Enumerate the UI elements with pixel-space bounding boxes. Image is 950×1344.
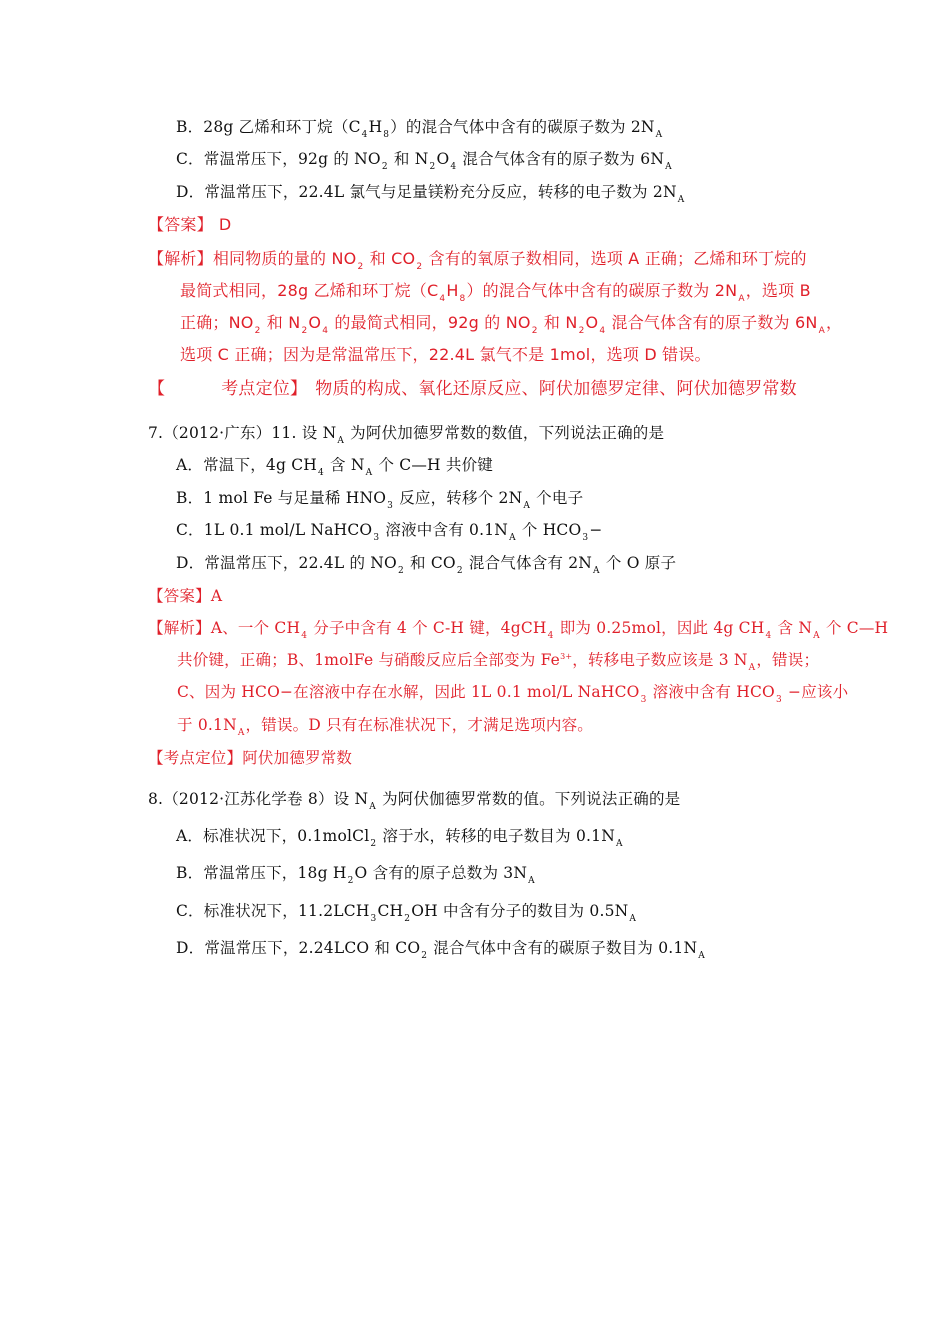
subscript: 4 [439, 294, 446, 304]
subscript: A [593, 566, 600, 576]
text: 即为 0.25mol，因此 4g CH [554, 619, 765, 637]
subscript: 2 [357, 262, 364, 272]
text: 正确；NO [180, 313, 254, 332]
text: 混合气体中含有的碳原子数目为 0.1N [428, 939, 698, 957]
text: − [589, 521, 603, 539]
text: D．常温常压下，22.4L 氯气与足量镁粉充分反应，转移的电子数为 2N [176, 183, 677, 201]
subscript: 2 [404, 914, 411, 924]
text: A．常温下，4g CH [176, 456, 317, 474]
text: 含 N [324, 456, 365, 474]
subscript: 2 [397, 566, 404, 576]
text: 混合气体含有的原子数为 6N [457, 150, 665, 168]
subscript: A [509, 533, 516, 543]
text: 含 N [772, 619, 813, 637]
text: 相同物质的量的 NO [212, 249, 357, 268]
text: 8.（2012·江苏化学卷 8）设 N [148, 790, 369, 808]
q7-answer [148, 585, 222, 607]
text: O [585, 313, 599, 332]
text: D．常温常压下，2.24LCO 和 CO [176, 939, 421, 957]
text: 和 N [538, 313, 578, 332]
text: H [446, 281, 459, 300]
subscript: 3 [373, 533, 380, 543]
text: 7.（2012·广东）11. 设 N [148, 424, 337, 442]
prev-option-c [176, 148, 673, 170]
text: 个 O 原子 [600, 554, 677, 572]
answer-label: 【答案】 [148, 215, 213, 234]
subscript: 2 [421, 951, 428, 961]
subscript: 2 [370, 839, 377, 849]
key-point-label: 考点定位】 [221, 379, 308, 399]
text: C．常温常压下，92g 的 NO [176, 150, 381, 168]
subscript: 2 [429, 162, 436, 172]
prev-analysis-line-2 [180, 280, 811, 302]
q7-option-c [176, 519, 603, 541]
text: 溶液中含有 0.1N [380, 521, 509, 539]
prev-analysis-line-1 [148, 248, 807, 270]
text: ）的混合气体中含有的碳原子数为 2N [466, 281, 738, 300]
answer-value: A [210, 587, 223, 605]
subscript: A [738, 294, 745, 304]
text: 混合气体含有 2N [463, 554, 593, 572]
prev-analysis-line-4: 选项 C 正确；因为是常温常压下，22.4L 氯气不是 1mol，选项 D 错误。 [180, 345, 711, 364]
answer-value: D [218, 215, 232, 234]
q8-stem [148, 788, 680, 810]
text: 为阿伏伽德罗常数的值。下列说法正确的是 [376, 790, 681, 808]
superscript: 3+ [560, 652, 573, 661]
q7-analysis-line-1 [148, 617, 888, 639]
text: O [308, 313, 322, 332]
q7-key-point [148, 747, 352, 769]
text: 和 CO [364, 249, 416, 268]
q8-option-a [176, 825, 624, 847]
subscript: A [615, 839, 623, 849]
text: ，错误； [756, 651, 820, 669]
text: 个 HCO [516, 521, 582, 539]
subscript: A [365, 468, 373, 478]
text: H [368, 118, 383, 136]
q7-analysis-line-3 [177, 681, 848, 703]
prev-answer [148, 214, 231, 236]
q7-analysis-line-2 [177, 649, 819, 671]
subscript: A [698, 951, 705, 961]
q7-option-a [176, 454, 493, 476]
text: A．标准状况下，0.1molCl [176, 827, 370, 845]
subscript: 4 [547, 631, 554, 641]
subscript: A [629, 914, 637, 924]
subscript: A [237, 728, 245, 738]
analysis-label: 【解析】 [148, 249, 213, 268]
text: 反应，转移个 2N [394, 489, 523, 507]
key-point-label: 【考点定位】 [148, 749, 243, 767]
subscript: 3 [775, 695, 782, 705]
text: B．常温常压下，18g H [176, 864, 347, 882]
text: 个 C—H [820, 619, 889, 637]
subscript: 3 [370, 914, 377, 924]
subscript: 2 [578, 326, 585, 336]
text: ，错误。D 只有在标准状况下，才满足选项内容。 [245, 716, 594, 734]
text: ）的混合气体中含有的碳原子数为 2N [390, 118, 655, 136]
text: A、一个 CH [210, 619, 301, 637]
analysis-label: 【解析】 [148, 619, 211, 637]
subscript: 2 [456, 566, 463, 576]
subscript: 2 [347, 876, 354, 886]
text: 溶液中含有 HCO [647, 683, 775, 701]
text: B．1 mol Fe 与足量稀 HNO [176, 489, 387, 507]
text: 于 0.1N [177, 716, 237, 734]
subscript: 2 [381, 162, 388, 172]
subscript: 4 [317, 468, 324, 478]
text: OH 中含有分子的数目为 0.5N [411, 902, 629, 920]
subscript: 8 [459, 294, 466, 304]
text: ， [825, 313, 843, 332]
q7-option-b [176, 487, 583, 509]
prev-option-d [176, 181, 685, 203]
subscript: 3 [582, 533, 589, 543]
text: C．标准状况下，11.2LCH [176, 902, 370, 920]
subscript: 2 [301, 326, 308, 336]
text: CH [377, 902, 404, 920]
text: ，转移电子数应该是 3 N [572, 651, 748, 669]
text: C．1L 0.1 mol/L NaHCO [176, 521, 373, 539]
key-point-value: 物质的构成、氧化还原反应、阿伏加德罗定律、阿伏加德罗常数 [315, 379, 797, 399]
text: 含有的氧原子数相同，选项 A 正确；乙烯和环丁烷的 [423, 249, 807, 268]
q7-option-d [176, 552, 676, 574]
text: 为阿伏加德罗常数的数值，下列说法正确的是 [345, 424, 665, 442]
prev-analysis-line-3 [180, 312, 842, 334]
text: 的最简式相同，92g 的 NO [329, 313, 531, 332]
subscript: 4 [301, 631, 308, 641]
subscript: A [748, 663, 756, 673]
subscript: 4 [361, 130, 368, 140]
text: 共价键，正确；B、1molFe 与硝酸反应后全部变为 Fe [177, 651, 561, 669]
text: C、因为 HCO−在溶液中存在水解，因此 1L 0.1 mol/L NaHCO [177, 683, 640, 701]
subscript: 8 [383, 130, 390, 140]
q7-stem [148, 422, 664, 444]
text: 溶于水，转移的电子数目为 0.1N [377, 827, 615, 845]
text: 和 N [261, 313, 301, 332]
subscript: A [818, 326, 825, 336]
q7-analysis-line-4 [177, 714, 593, 736]
text: 个 C—H 共价键 [373, 456, 494, 474]
q8-option-c [176, 900, 637, 922]
text: B．28g 乙烯和环丁烷（C [176, 118, 361, 136]
subscript: A [665, 162, 672, 172]
subscript: 4 [322, 326, 329, 336]
subscript: 2 [254, 326, 261, 336]
prev-key-point [148, 378, 797, 400]
text: 和 N [388, 150, 429, 168]
subscript: A [528, 876, 535, 886]
subscript: 3 [387, 501, 394, 511]
prev-option-b [176, 116, 663, 138]
text: 最简式相同，28g 乙烯和环丁烷（C [180, 281, 439, 300]
text: 分子中含有 4 个 C-H 键，4gCH [308, 619, 547, 637]
text: O 含有的原子总数为 3N [354, 864, 528, 882]
answer-label: 【答案】 [148, 587, 211, 605]
subscript: A [655, 130, 663, 140]
subscript: A [813, 631, 820, 641]
text: O [436, 150, 450, 168]
subscript: 4 [765, 631, 772, 641]
key-point-value: 阿伏加德罗常数 [242, 749, 353, 767]
subscript: 3 [640, 695, 647, 705]
q8-option-d [176, 937, 706, 959]
text: D．常温常压下，22.4L 的 NO [176, 554, 397, 572]
subscript: 4 [599, 326, 606, 336]
subscript: A [523, 501, 531, 511]
q8-option-b [176, 862, 536, 884]
bracket: 【 [148, 379, 166, 399]
text: ，选项 B [745, 281, 811, 300]
text: −应该小 [782, 683, 849, 701]
text: 个电子 [531, 489, 584, 507]
subscript: 4 [450, 162, 457, 172]
text: 和 CO [404, 554, 456, 572]
subscript: 2 [416, 262, 423, 272]
text: 混合气体含有的原子数为 6N [606, 313, 818, 332]
subscript: 2 [531, 326, 538, 336]
subscript: A [677, 195, 685, 205]
subscript: A [337, 436, 345, 446]
subscript: A [369, 802, 376, 812]
